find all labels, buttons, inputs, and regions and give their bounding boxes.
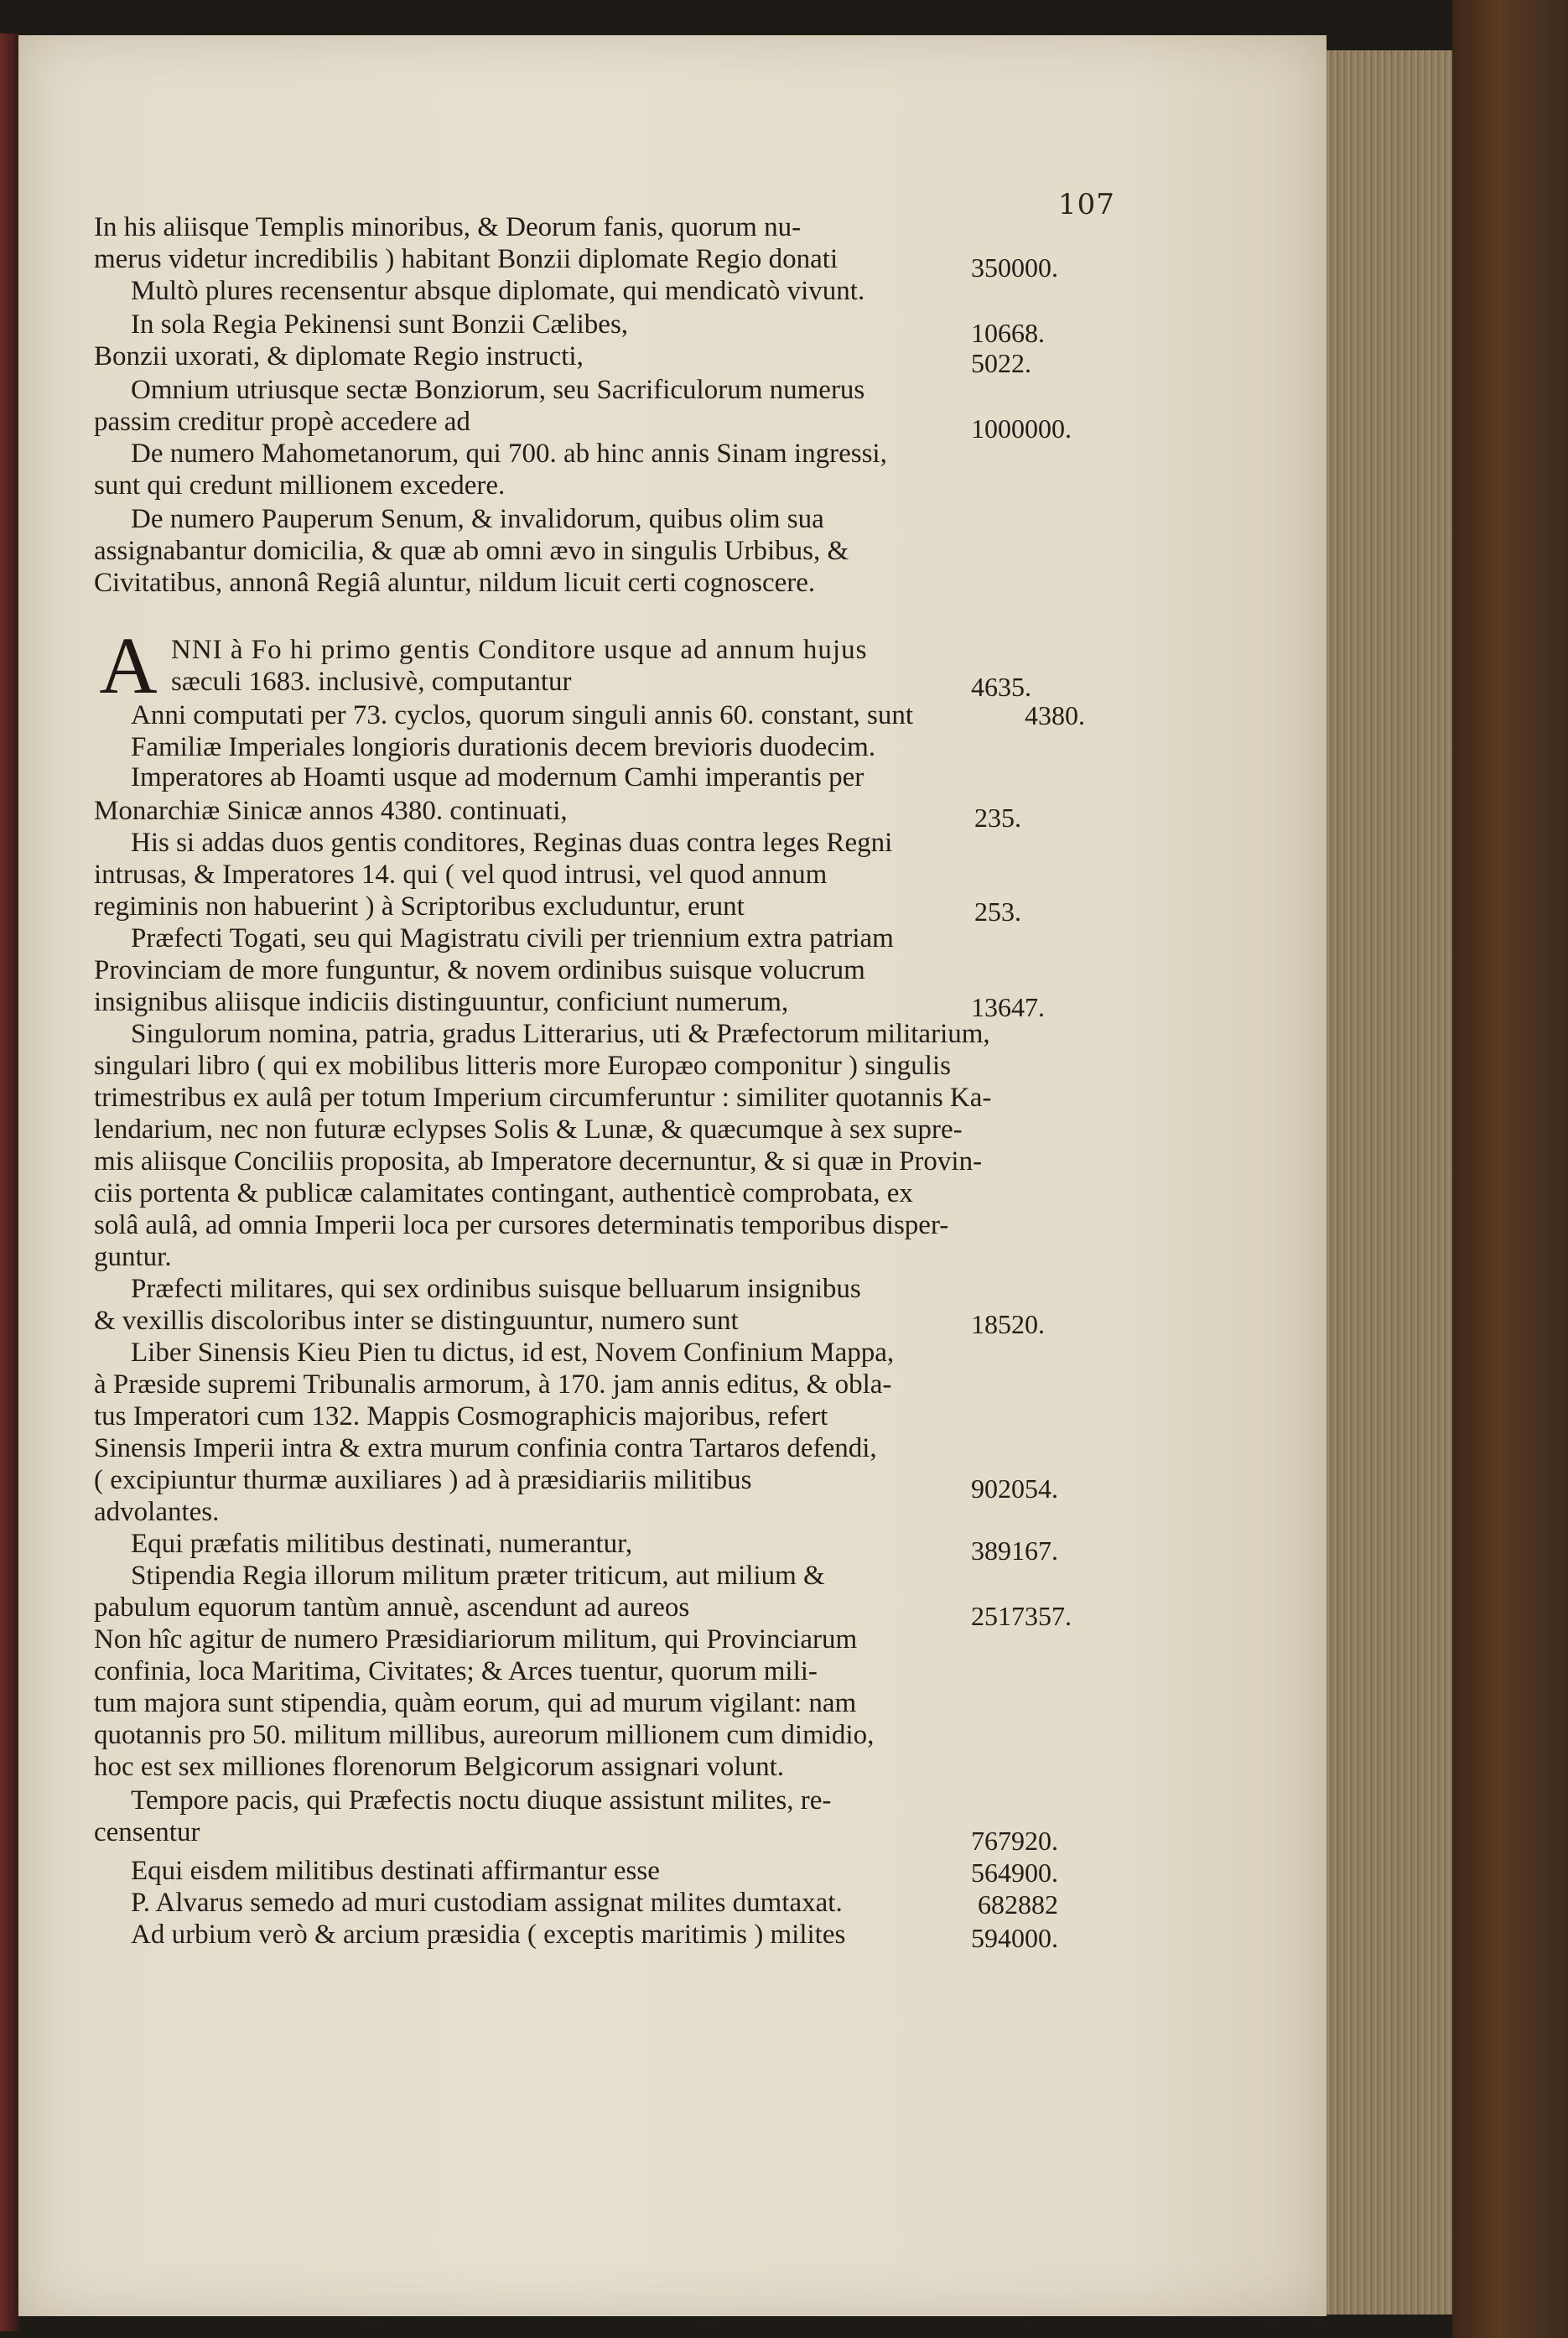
text-line: regiminis non habuerint ) à Scriptoribus excluduntur, erunt [94, 891, 745, 922]
text-line: Sinensis Imperii intra & extra murum confinia contra Tartaros defendi, [94, 1433, 877, 1463]
text-line: trimestribus ex aulâ per totum Imperium circumferuntur : similiter quotannis Ka- [94, 1083, 992, 1113]
text-line: In his aliisque Templis minoribus, & Deorum fanis, quorum nu- [94, 212, 802, 242]
text-line: Ad urbium verò & arcium præsidia ( exceptis maritimis ) milites [131, 1920, 846, 1950]
text-line: sæculi 1683. inclusivè, computantur [171, 667, 572, 697]
text-line: passim creditur propè accedere ad [94, 407, 470, 437]
text-line: His si addas duos gentis conditores, Reginas duas contra leges Regni [131, 828, 893, 858]
text-line: confinia, loca Maritima, Civitates; & Arces tuentur, quorum mili- [94, 1656, 818, 1686]
text-line: Civitatibus, annonâ Regiâ aluntur, nildum licuit certi cognoscere. [94, 568, 816, 598]
text-line: Omnium utriusque sectæ Bonziorum, seu Sacrificulorum numerus [131, 375, 865, 405]
line-number-value: 389167. [971, 1535, 1058, 1566]
line-number-value: 18520. [971, 1309, 1045, 1339]
line-number-value: 4635. [971, 672, 1031, 702]
book-binding [1452, 0, 1568, 2338]
text-line: insignibus aliisque indiciis distinguuntur, conficiunt numerum, [94, 987, 789, 1017]
text-line: mis aliisque Conciliis proposita, ab Imperatore decernuntur, & si quæ in Provin- [94, 1146, 983, 1177]
text-line: Provinciam de more funguntur, & novem ordinibus suisque volucrum [94, 955, 865, 985]
line-number-value: 253. [974, 896, 1021, 927]
text-line: Equi eisdem militibus destinati affirmantur esse [131, 1856, 660, 1886]
line-number-value: 13647. [971, 992, 1045, 1022]
line-number-value: 4380. [1025, 700, 1085, 730]
text-line: Monarchiæ Sinicæ annos 4380. continuati, [94, 796, 568, 826]
text-line: Multò plures recensentur absque diplomate, qui mendicatò vivunt. [131, 276, 865, 306]
text-line: intrusas, & Imperatores 14. qui ( vel quod intrusi, vel quod annum [94, 860, 828, 890]
text-line: Anni computati per 73. cyclos, quorum singuli annis 60. constant, sunt [131, 700, 914, 730]
text-line: Imperatores ab Hoamti usque ad modernum Camhi imperantis per [131, 762, 864, 792]
text-line: lendarium, nec non futuræ eclypses Solis & Lunæ, & quæcumque à sex supre- [94, 1114, 963, 1145]
text-line: censentur [94, 1817, 200, 1847]
drop-cap: A [99, 621, 158, 710]
page-number: 107 [1058, 188, 1115, 221]
text-line: Liber Sinensis Kieu Pien tu dictus, id est, Novem Confinium Mappa, [131, 1338, 895, 1368]
line-number-value: 350000. [971, 252, 1058, 283]
line-number-value: 564900. [971, 1857, 1058, 1888]
text-line: merus videtur incredibilis ) habitant Bonzii diplomate Regio donati [94, 244, 839, 274]
text-line: In sola Regia Pekinensi sunt Bonzii Cælibes, [131, 309, 629, 340]
line-number-value: 235. [974, 803, 1021, 833]
line-number-value: 2517357. [971, 1601, 1072, 1631]
text-line: tum majora sunt stipendia, quàm eorum, qui ad murum vigilant: nam [94, 1688, 857, 1718]
line-number-value: 594000. [971, 1923, 1058, 1953]
text-line: Familiæ Imperiales longioris durationis decem brevioris duodecim. [131, 732, 876, 762]
text-line: & vexillis discoloribus inter se distinguuntur, numero sunt [94, 1306, 739, 1336]
text-line: De numero Pauperum Senum, & invalidorum, quibus olim sua [131, 504, 824, 534]
text-line: Præfecti militares, qui sex ordinibus suisque belluarum insignibus [131, 1274, 861, 1304]
text-line: NNI à Fo hi primo gentis Conditore usque ad annum hujus [171, 635, 868, 665]
text-line: pabulum equorum tantùm annuè, ascendunt ad aureos [94, 1592, 690, 1623]
text-line: tus Imperatori cum 132. Mappis Cosmographicis majoribus, refert [94, 1401, 828, 1431]
line-number-value: 767920. [971, 1826, 1058, 1856]
line-number-value: 902054. [971, 1473, 1058, 1504]
text-line: P. Alvarus semedo ad muri custodiam assignat milites dumtaxat. [131, 1888, 843, 1918]
text-line: guntur. [94, 1242, 172, 1272]
text-line: Non hîc agitur de numero Præsidiariorum militum, qui Provinciarum [94, 1624, 858, 1655]
book-spine-left-edge [0, 34, 20, 2331]
line-number-value: 1000000. [971, 413, 1072, 444]
text-line: ciis portenta & publicæ calamitates contingant, authenticè comprobata, ex [94, 1178, 913, 1208]
text-line: hoc est sex milliones florenorum Belgicorum assignari volunt. [94, 1752, 785, 1782]
page-fore-edge [1327, 50, 1452, 2315]
text-line: advolantes. [94, 1497, 220, 1527]
text-line: singulari libro ( qui ex mobilibus litteris more Europæo componitur ) singulis [94, 1051, 951, 1081]
text-line: assignabantur domicilia, & quæ ab omni ævo in singulis Urbibus, & [94, 536, 849, 566]
text-line: ( excipiuntur thurmæ auxiliares ) ad à præsidiariis militibus [94, 1465, 752, 1495]
line-number-value: 10668. [971, 318, 1045, 348]
text-line: De numero Mahometanorum, qui 700. ab hinc annis Sinam ingressi, [131, 439, 887, 469]
text-line: Singulorum nomina, patria, gradus Litterarius, uti & Præfectorum militarium, [131, 1019, 990, 1049]
line-number-value: 682882 [978, 1889, 1058, 1920]
text-line: à Præside supremi Tribunalis armorum, à 170. jam annis editus, & obla- [94, 1369, 892, 1400]
text-line: Tempore pacis, qui Præfectis noctu diuque assistunt milites, re- [131, 1785, 832, 1816]
line-number-value: 5022. [971, 348, 1031, 378]
text-line: quotannis pro 50. militum millibus, aureorum millionem cum dimidio, [94, 1720, 875, 1750]
text-line: solâ aulâ, ad omnia Imperii loca per cursores determinatis temporibus disper- [94, 1210, 949, 1240]
text-line: Bonzii uxorati, & diplomate Regio instructi, [94, 341, 584, 371]
text-line: Stipendia Regia illorum militum præter triticum, aut milium & [131, 1561, 825, 1591]
text-line: sunt qui credunt millionem excedere. [94, 470, 506, 501]
text-line: Equi præfatis militibus destinati, numerantur, [131, 1529, 633, 1559]
text-line: Præfecti Togati, seu qui Magistratu civili per triennium extra patriam [131, 923, 894, 953]
